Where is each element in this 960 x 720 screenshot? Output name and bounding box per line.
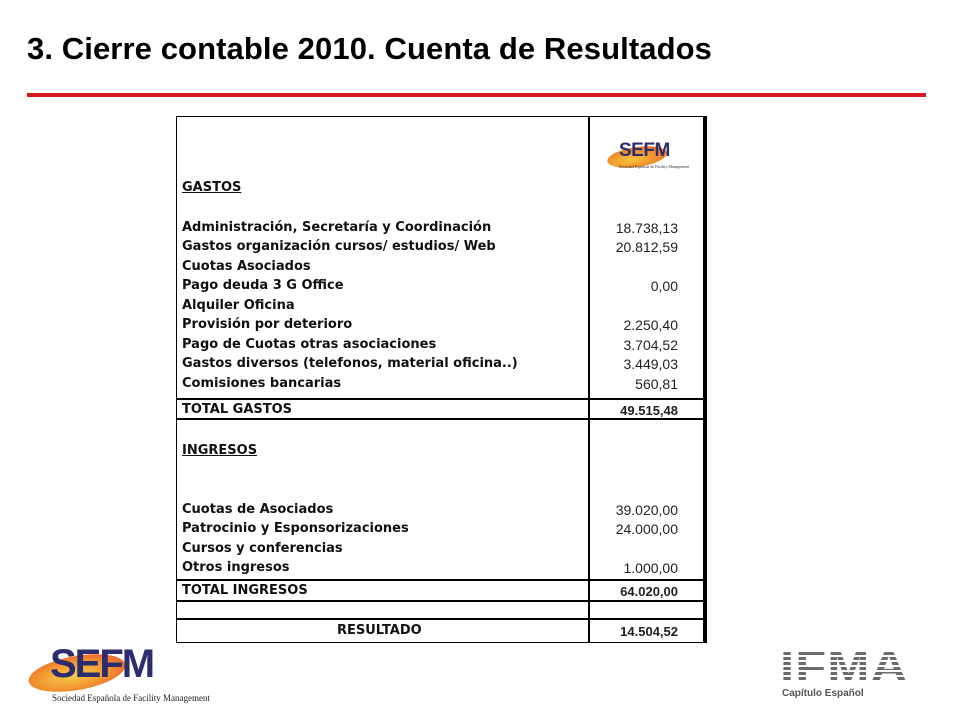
- table-row-value: 3.449,03: [623, 356, 678, 372]
- row-divider: [177, 618, 706, 620]
- table-row-label: Provisión por deterioro: [182, 317, 353, 332]
- table-row-label: Alquiler Oficina: [182, 298, 295, 313]
- table-row-value: 24.000,00: [615, 521, 678, 537]
- ifma-subtitle: Capítulo Español: [782, 688, 864, 699]
- row-divider: [177, 398, 706, 400]
- table-row-label: Cursos y conferencias: [182, 541, 343, 556]
- page-title: 3. Cierre contable 2010. Cuenta de Resultados: [27, 31, 713, 66]
- ifma-logo: [780, 642, 936, 706]
- table-row-label: Pago de Cuotas otras asociaciones: [182, 337, 437, 352]
- income-statement-table: [176, 116, 707, 643]
- right-border: [703, 117, 706, 642]
- table-row-value: 2.250,40: [623, 317, 678, 333]
- table-row-value: 39.020,00: [615, 502, 678, 518]
- table-row-value: 3.704,52: [623, 337, 678, 353]
- sefm-wordmark: SEFM: [50, 642, 154, 686]
- table-row-value: 18.738,13: [615, 220, 678, 236]
- row-divider: [177, 600, 706, 602]
- title-divider: [27, 93, 926, 97]
- total-gastos-value: 49.515,48: [620, 403, 678, 418]
- logo-subtitle: Sociedad Española de Facility Management: [619, 164, 690, 169]
- table-row-label: Cuotas Asociados: [182, 259, 311, 274]
- table-row-label: Gastos diversos (telefonos, material oficina..): [182, 356, 518, 371]
- table-row-label: Administración, Secretaría y Coordinación: [182, 220, 492, 235]
- table-row-value: 0,00: [650, 278, 678, 294]
- row-divider: [177, 579, 706, 581]
- table-row-value: 20.812,59: [615, 239, 678, 255]
- sefm-table-logo: [605, 137, 705, 177]
- table-row-label: Patrocinio y Esponsorizaciones: [182, 521, 409, 536]
- table-row-value: 1.000,00: [623, 560, 678, 576]
- sefm-subtitle: Sociedad Española de Facility Management: [52, 693, 210, 703]
- ingresos-header: INGRESOS: [182, 443, 258, 458]
- ifma-wordmark: IFMA: [780, 642, 909, 691]
- resultado-value: 14.504,52: [620, 624, 678, 639]
- total-ingresos-value: 64.020,00: [620, 584, 678, 599]
- table-row-label: Pago deuda 3 G Office: [182, 278, 344, 293]
- sefm-logo: [26, 642, 210, 708]
- total-ingresos-label: TOTAL INGRESOS: [182, 583, 308, 598]
- table-row-label: Otros ingresos: [182, 560, 290, 575]
- table-row-label: Comisiones bancarias: [182, 376, 342, 391]
- table-row-value: 560,81: [635, 376, 678, 392]
- logo-wordmark: SEFM: [619, 140, 670, 161]
- table-row-label: Gastos organización cursos/ estudios/ Web: [182, 239, 496, 254]
- resultado-label: RESULTADO: [337, 623, 422, 638]
- row-divider: [177, 418, 706, 420]
- table-row-label: Cuotas de Asociados: [182, 502, 334, 517]
- total-gastos-label: TOTAL GASTOS: [182, 402, 293, 417]
- gastos-header: GASTOS: [182, 180, 242, 195]
